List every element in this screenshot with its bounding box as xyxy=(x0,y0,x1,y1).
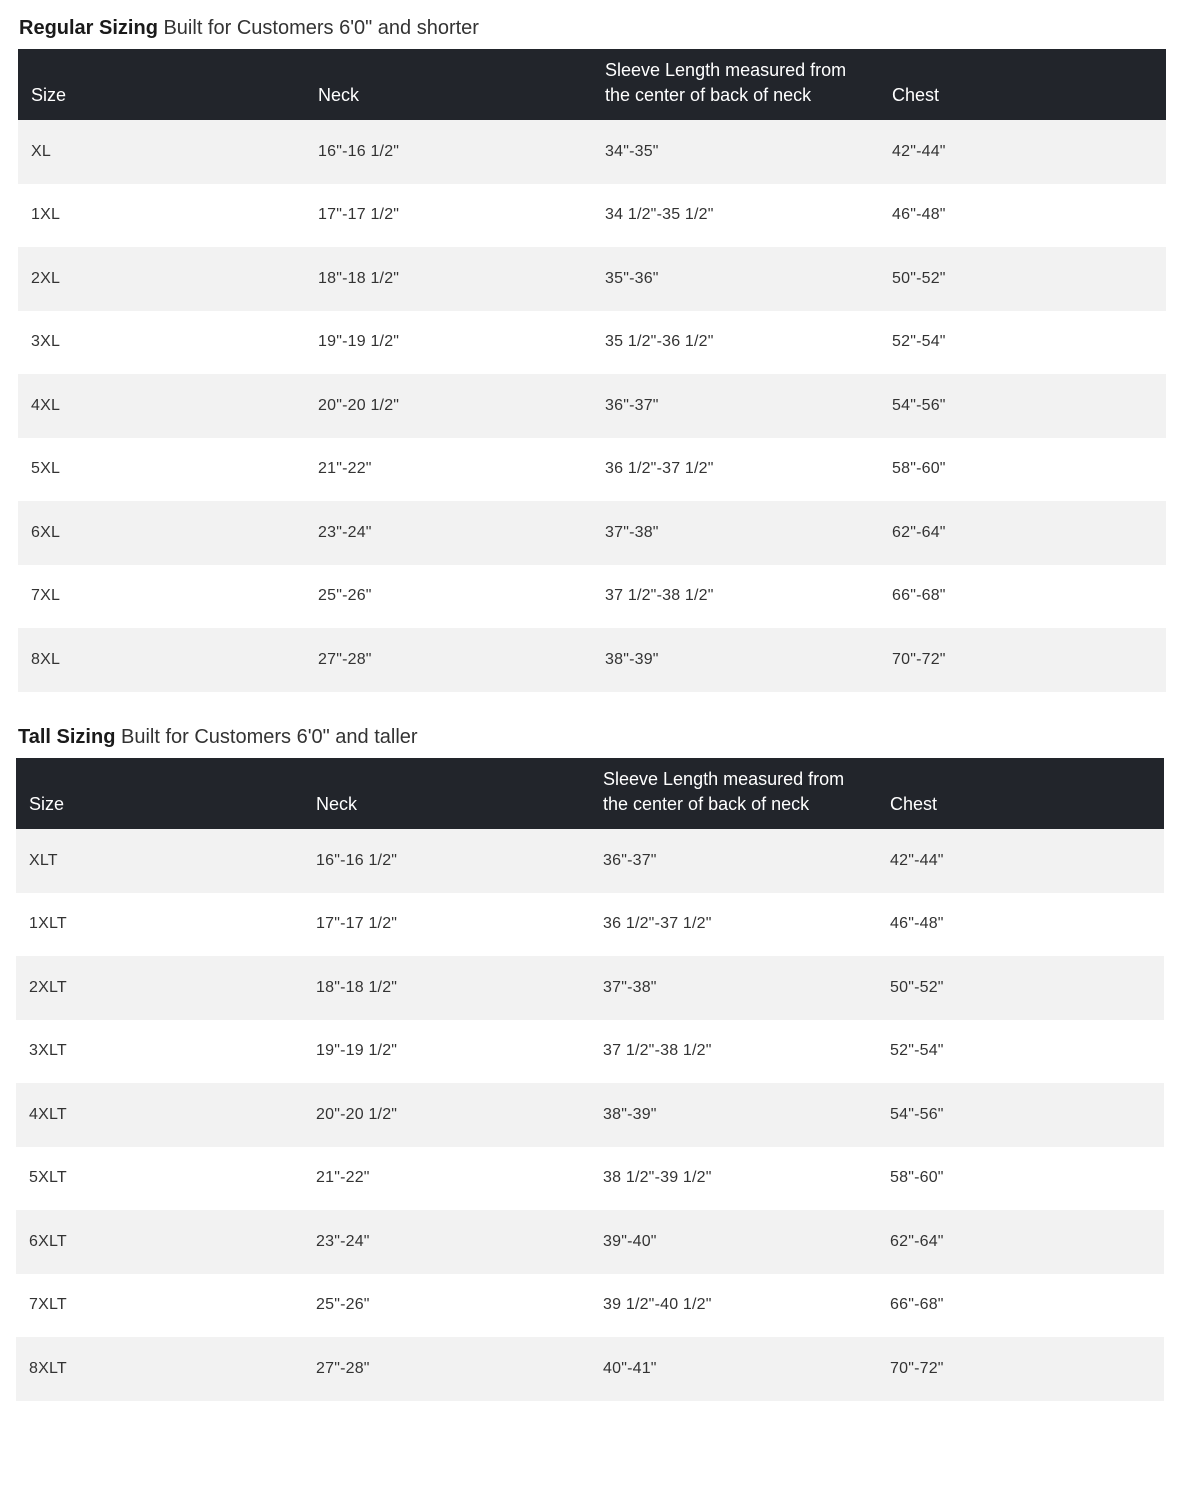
cell-size: 7XLT xyxy=(29,1296,67,1314)
cell-chest: 52"-54" xyxy=(890,1042,944,1060)
cell-size: XL xyxy=(31,142,51,160)
cell-neck: 27"-28" xyxy=(316,1359,370,1377)
cell-sleeve: 35"-36" xyxy=(605,269,659,287)
cell-chest: 52"-54" xyxy=(892,333,946,351)
cell-size: 1XL xyxy=(31,206,61,224)
column-header-neck: Neck xyxy=(318,85,360,105)
column-header-sleeve-line2: the center of back of neck xyxy=(603,794,810,814)
table-row xyxy=(18,374,1166,438)
cell-neck: 27"-28" xyxy=(318,650,372,668)
table-body xyxy=(18,120,1166,692)
cell-size: 2XLT xyxy=(29,978,67,996)
table-body xyxy=(16,829,1164,1401)
cell-sleeve: 39 1/2"-40 1/2" xyxy=(603,1296,712,1314)
cell-sleeve: 34 1/2"-35 1/2" xyxy=(605,206,714,224)
cell-size: 5XL xyxy=(31,460,61,478)
cell-size: 8XLT xyxy=(29,1359,67,1377)
size-chart-table xyxy=(16,758,1164,1401)
column-header-sleeve-line1: Sleeve Length measured from xyxy=(603,769,845,789)
table-header-row xyxy=(18,49,1166,120)
cell-chest: 70"-72" xyxy=(892,650,946,668)
cell-size: 4XL xyxy=(31,396,61,414)
cell-sleeve: 38 1/2"-39 1/2" xyxy=(603,1169,712,1187)
table-row xyxy=(16,893,1164,957)
table-row xyxy=(18,120,1166,184)
table-row xyxy=(16,829,1164,893)
cell-neck: 18"-18 1/2" xyxy=(316,978,398,996)
cell-neck: 20"-20 1/2" xyxy=(318,396,400,414)
size-chart-table xyxy=(18,49,1166,692)
column-header-sleeve-line2: the center of back of neck xyxy=(605,85,812,105)
cell-chest: 66"-68" xyxy=(892,587,946,605)
cell-sleeve: 35 1/2"-36 1/2" xyxy=(605,333,714,351)
column-header-size: Size xyxy=(29,794,65,814)
cell-neck: 23"-24" xyxy=(316,1232,370,1250)
cell-sleeve: 36 1/2"-37 1/2" xyxy=(605,460,714,478)
cell-neck: 16"-16 1/2" xyxy=(316,851,398,869)
table-row xyxy=(18,501,1166,565)
cell-sleeve: 36"-37" xyxy=(605,396,659,414)
table-row xyxy=(16,1274,1164,1338)
cell-neck: 17"-17 1/2" xyxy=(318,206,400,224)
cell-sleeve: 36"-37" xyxy=(603,851,657,869)
cell-chest: 62"-64" xyxy=(892,523,946,541)
table-row xyxy=(16,1337,1164,1401)
table-row xyxy=(16,1020,1164,1084)
table-row xyxy=(16,1147,1164,1211)
section-heading-subtitle: Built for Customers 6'0" and shorter xyxy=(157,17,479,39)
cell-neck: 18"-18 1/2" xyxy=(318,269,400,287)
cell-chest: 66"-68" xyxy=(890,1296,944,1314)
cell-chest: 42"-44" xyxy=(892,142,946,160)
cell-size: 1XLT xyxy=(29,915,67,933)
column-header-size: Size xyxy=(31,85,67,105)
cell-neck: 21"-22" xyxy=(318,460,372,478)
section-heading-title: Regular Sizing xyxy=(19,17,158,39)
cell-size: 6XLT xyxy=(29,1232,67,1250)
cell-sleeve: 37"-38" xyxy=(605,523,659,541)
cell-sleeve: 39"-40" xyxy=(603,1232,657,1250)
cell-neck: 25"-26" xyxy=(318,587,372,605)
cell-size: 6XL xyxy=(31,523,61,541)
cell-neck: 17"-17 1/2" xyxy=(316,915,398,933)
section-heading-subtitle: Built for Customers 6'0" and taller xyxy=(115,726,418,748)
cell-size: 4XLT xyxy=(29,1105,67,1123)
cell-sleeve: 37 1/2"-38 1/2" xyxy=(605,587,714,605)
cell-sleeve: 37"-38" xyxy=(603,978,657,996)
cell-sleeve: 36 1/2"-37 1/2" xyxy=(603,915,712,933)
cell-chest: 54"-56" xyxy=(890,1105,944,1123)
cell-size: 8XL xyxy=(31,650,61,668)
cell-sleeve: 37 1/2"-38 1/2" xyxy=(603,1042,712,1060)
column-header-sleeve-line1: Sleeve Length measured from xyxy=(605,60,847,80)
cell-neck: 25"-26" xyxy=(316,1296,370,1314)
section-heading-title: Tall Sizing xyxy=(18,726,116,748)
column-header-sleeve xyxy=(590,758,877,829)
cell-chest: 58"-60" xyxy=(892,460,946,478)
table-row xyxy=(18,184,1166,248)
cell-chest: 46"-48" xyxy=(892,206,946,224)
cell-neck: 19"-19 1/2" xyxy=(316,1042,398,1060)
cell-chest: 50"-52" xyxy=(890,978,944,996)
cell-chest: 46"-48" xyxy=(890,915,944,933)
cell-size: 3XLT xyxy=(29,1042,67,1060)
cell-sleeve: 38"-39" xyxy=(603,1105,657,1123)
cell-size: 7XL xyxy=(31,587,61,605)
table-row xyxy=(18,565,1166,629)
cell-chest: 62"-64" xyxy=(890,1232,944,1250)
column-header-chest: Chest xyxy=(890,794,938,814)
cell-sleeve: 38"-39" xyxy=(605,650,659,668)
table-row xyxy=(16,956,1164,1020)
cell-chest: 54"-56" xyxy=(892,396,946,414)
table-header-row xyxy=(16,758,1164,829)
table-row xyxy=(18,247,1166,311)
section-heading xyxy=(18,725,418,749)
cell-chest: 70"-72" xyxy=(890,1359,944,1377)
cell-neck: 20"-20 1/2" xyxy=(316,1105,398,1123)
cell-size: 2XL xyxy=(31,269,61,287)
cell-sleeve: 40"-41" xyxy=(603,1359,657,1377)
column-header-chest: Chest xyxy=(892,85,940,105)
cell-neck: 23"-24" xyxy=(318,523,372,541)
table-row xyxy=(16,1210,1164,1274)
table-row xyxy=(16,1083,1164,1147)
cell-neck: 16"-16 1/2" xyxy=(318,142,400,160)
cell-neck: 21"-22" xyxy=(316,1169,370,1187)
cell-size: 3XL xyxy=(31,333,61,351)
table-row xyxy=(18,438,1166,502)
table-row xyxy=(18,311,1166,375)
cell-chest: 50"-52" xyxy=(892,269,946,287)
column-header-sleeve xyxy=(592,49,879,120)
cell-size: XLT xyxy=(29,851,58,869)
table-row xyxy=(18,628,1166,692)
cell-neck: 19"-19 1/2" xyxy=(318,333,400,351)
section-heading xyxy=(19,16,479,40)
cell-chest: 58"-60" xyxy=(890,1169,944,1187)
cell-sleeve: 34"-35" xyxy=(605,142,659,160)
cell-chest: 42"-44" xyxy=(890,851,944,869)
column-header-neck: Neck xyxy=(316,794,358,814)
cell-size: 5XLT xyxy=(29,1169,67,1187)
